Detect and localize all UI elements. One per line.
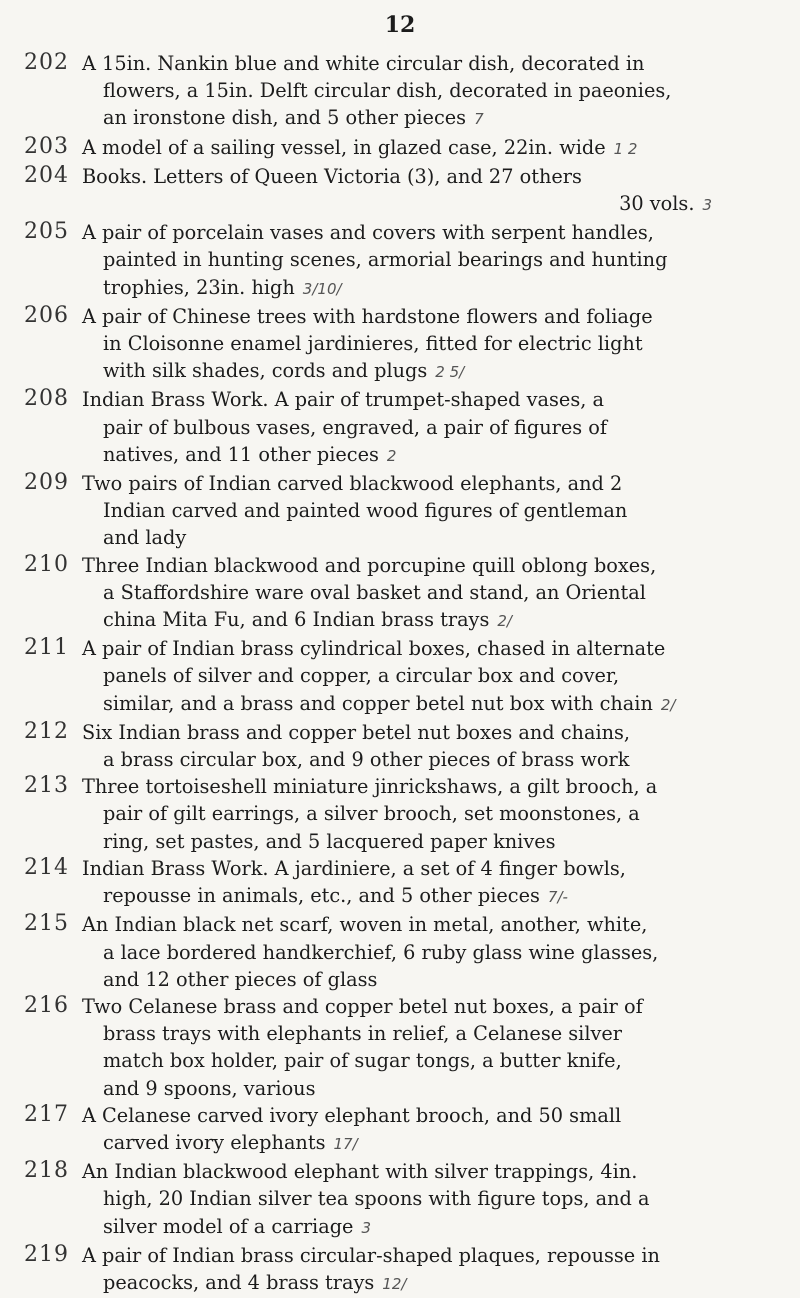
lot-description-line: and 9 spoons, various bbox=[103, 1076, 316, 1100]
lot-description bbox=[82, 163, 712, 219]
lot-description-line: silver model of a carriage 3 bbox=[103, 1214, 372, 1238]
lot-description-line: A Celanese carved ivory elephant brooch, and 50 small bbox=[82, 1103, 622, 1127]
lot-entry bbox=[0, 911, 800, 993]
lot-description bbox=[82, 1102, 712, 1158]
lot-description-line: Books. Letters of Queen Victoria (3), and 27 others bbox=[82, 164, 582, 188]
lot-number: 210 bbox=[24, 551, 69, 577]
page-number: 12 bbox=[384, 12, 416, 38]
lot-entry bbox=[0, 855, 800, 911]
lot-number: 218 bbox=[24, 1158, 69, 1184]
handwritten-price-note: 17/ bbox=[333, 1134, 358, 1153]
lot-number: 214 bbox=[24, 854, 69, 880]
lot-description-line: Three Indian blackwood and porcupine quill oblong boxes, bbox=[82, 553, 657, 577]
lot-description-line: A 15in. Nankin blue and white circular dish, decorated in bbox=[82, 52, 645, 75]
lot-description-line: Indian Brass Work. A pair of trumpet-shaped vases, a bbox=[82, 388, 604, 412]
lot-description-line: an ironstone dish, and 5 other pieces 7 bbox=[103, 106, 484, 130]
lot-description bbox=[82, 470, 712, 552]
lot-entry bbox=[0, 386, 800, 470]
lot-number: 205 bbox=[24, 219, 69, 245]
lot-description-line: pair of bulbous vases, engraved, a pair of figures of bbox=[103, 415, 608, 439]
lot-entry bbox=[0, 303, 800, 387]
lot-description bbox=[82, 134, 712, 163]
lot-description-line: An Indian black net scarf, woven in metal, another, white, bbox=[82, 913, 648, 937]
lot-description-line: a brass circular box, and 9 other pieces of brass work bbox=[103, 748, 630, 772]
handwritten-price-note: 7/- bbox=[547, 888, 568, 907]
lot-description-line: and lady bbox=[103, 526, 187, 550]
lot-description bbox=[82, 855, 712, 911]
lot-description-line: Indian Brass Work. A jardiniere, a set of 4 finger bowls, bbox=[82, 856, 626, 880]
lot-description-line: painted in hunting scenes, armorial bearings and hunting bbox=[103, 248, 668, 272]
lot-description-line: A pair of Indian brass circular-shaped plaques, repousse in bbox=[82, 1243, 660, 1267]
lot-description bbox=[82, 303, 712, 387]
handwritten-price-note: 12/ bbox=[382, 1274, 407, 1293]
lot-entry bbox=[0, 219, 800, 303]
lot-description bbox=[82, 50, 712, 134]
lot-number: 219 bbox=[24, 1241, 69, 1267]
lot-number: 203 bbox=[24, 133, 69, 159]
lot-description-line: trophies, 23in. high 3/10/ bbox=[103, 275, 342, 299]
lot-description bbox=[82, 993, 712, 1102]
lot-entry bbox=[0, 163, 800, 219]
handwritten-price-note: 3/10/ bbox=[302, 279, 342, 298]
lot-entry bbox=[0, 1158, 800, 1242]
lot-number: 211 bbox=[24, 635, 69, 661]
lot-description-line: and 12 other pieces of glass bbox=[103, 967, 378, 991]
lot-description-line: pair of gilt earrings, a silver brooch, set moonstones, a bbox=[103, 802, 640, 826]
lot-description-line: carved ivory elephants 17/ bbox=[103, 1130, 358, 1154]
lot-number: 209 bbox=[24, 470, 69, 496]
handwritten-price-note: 2/ bbox=[497, 612, 512, 631]
lot-description-line: in Cloisonne enamel jardinieres, fitted for electric light bbox=[103, 332, 643, 356]
lot-description bbox=[82, 552, 712, 636]
lot-description bbox=[82, 719, 712, 773]
lot-number: 206 bbox=[24, 302, 69, 328]
lot-entry bbox=[0, 50, 800, 134]
lot-description-line: panels of silver and copper, a circular box and cover, bbox=[103, 664, 620, 688]
lot-description-line: a lace bordered handkerchief, 6 ruby glass wine glasses, bbox=[103, 940, 659, 964]
lot-entry bbox=[0, 719, 800, 773]
lot-entry bbox=[0, 635, 800, 719]
lot-description bbox=[82, 911, 712, 993]
lot-description bbox=[82, 635, 712, 719]
lot-description-line: Three tortoiseshell miniature jinrickshaws, a gilt brooch, a bbox=[82, 775, 658, 799]
lot-description-line: ring, set pastes, and 5 lacquered paper knives bbox=[103, 829, 556, 853]
handwritten-price-note: 7 bbox=[474, 110, 484, 129]
lot-entry bbox=[0, 470, 800, 552]
lot-list bbox=[0, 50, 800, 1298]
lot-description-line: high, 20 Indian silver tea spoons with figure tops, and a bbox=[103, 1187, 650, 1211]
handwritten-price-note: 3 bbox=[361, 1218, 372, 1237]
lot-number: 217 bbox=[24, 1101, 69, 1127]
lot-description bbox=[82, 386, 712, 470]
lot-entry bbox=[0, 552, 800, 636]
lot-description bbox=[82, 773, 712, 855]
lot-description-line: peacocks, and 4 brass trays 12/ bbox=[103, 1270, 407, 1294]
lot-description-line: A pair of Chinese trees with hardstone flowers and foliage bbox=[82, 304, 653, 328]
lot-description-line: A pair of Indian brass cylindrical boxes, chased in alternate bbox=[82, 637, 666, 661]
handwritten-price-note: 2 5/ bbox=[435, 363, 465, 382]
lot-number: 208 bbox=[24, 386, 69, 412]
lot-description-line: match box holder, pair of sugar tongs, a butter knife, bbox=[103, 1049, 622, 1073]
lot-description-line: Two Celanese brass and copper betel nut boxes, a pair of bbox=[82, 994, 643, 1018]
lot-entry bbox=[0, 134, 800, 163]
lot-entry bbox=[0, 993, 800, 1102]
lot-description-line: with silk shades, cords and plugs 2 5/ bbox=[103, 359, 465, 383]
lot-description-line: Indian carved and painted wood figures of gentleman bbox=[103, 499, 628, 523]
lot-description bbox=[82, 1242, 712, 1298]
lot-description-line: A pair of porcelain vases and covers with serpent handles, bbox=[82, 221, 654, 245]
lot-description-line: 30 vols. 3 bbox=[619, 192, 712, 216]
lot-description-line: Six Indian brass and copper betel nut boxes and chains, bbox=[82, 720, 631, 744]
lot-description-line: repousse in animals, etc., and 5 other pieces 7/- bbox=[103, 884, 568, 908]
lot-description-line: An Indian blackwood elephant with silver trappings, 4in. bbox=[82, 1160, 638, 1184]
lot-description bbox=[82, 219, 712, 303]
lot-entry bbox=[0, 1242, 800, 1298]
lot-description-line: similar, and a brass and copper betel nut box with chain 2/ bbox=[103, 691, 676, 715]
lot-number: 216 bbox=[24, 992, 69, 1018]
handwritten-price-note: 3 bbox=[702, 196, 712, 215]
lot-description-line: natives, and 11 other pieces 2 bbox=[103, 442, 397, 466]
lot-number: 212 bbox=[24, 718, 69, 744]
lot-description-line: brass trays with elephants in relief, a Celanese silver bbox=[103, 1022, 623, 1046]
lot-entry bbox=[0, 773, 800, 855]
lot-description-line: Two pairs of Indian carved blackwood elephants, and 2 bbox=[82, 472, 623, 496]
handwritten-price-note: 2/ bbox=[660, 695, 676, 714]
lot-number: 213 bbox=[24, 773, 69, 799]
lot-description bbox=[82, 1158, 712, 1242]
handwritten-price-note: 2 bbox=[386, 446, 397, 465]
lot-description-line: flowers, a 15in. Delft circular dish, decorated in paeonies, bbox=[103, 79, 672, 103]
lot-description-line: A model of a sailing vessel, in glazed case, 22in. wide 1 2 bbox=[82, 135, 638, 159]
lot-entry bbox=[0, 1102, 800, 1158]
lot-description-line: china Mita Fu, and 6 Indian brass trays 2/ bbox=[103, 608, 512, 632]
lot-number: 202 bbox=[24, 50, 69, 75]
lot-number: 215 bbox=[24, 911, 69, 937]
handwritten-price-note: 1 2 bbox=[613, 139, 638, 158]
lot-description-line: a Staffordshire ware oval basket and stand, an Oriental bbox=[103, 580, 646, 604]
lot-number: 204 bbox=[24, 162, 69, 188]
